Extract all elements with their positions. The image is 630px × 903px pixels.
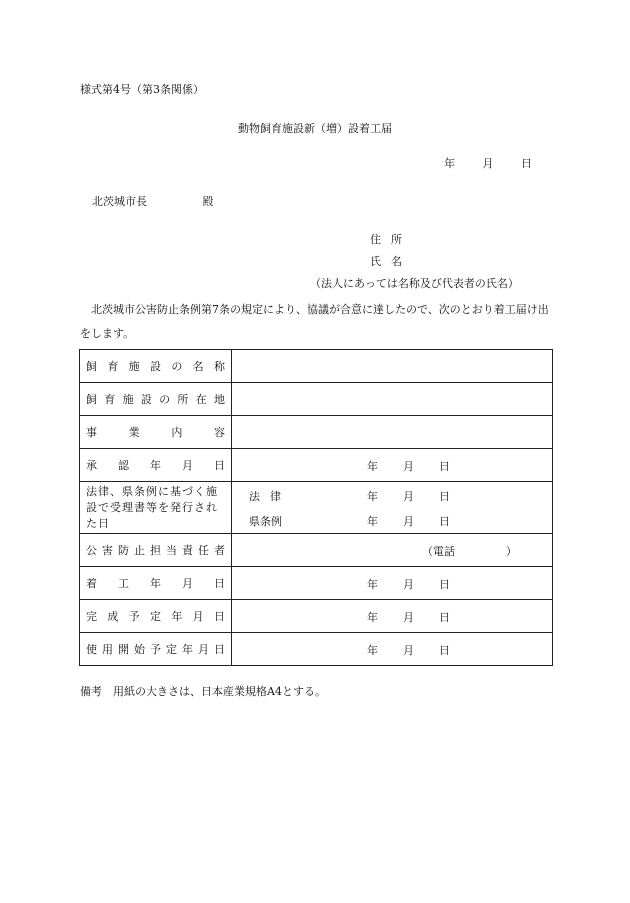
label-char: 年 (150, 577, 161, 590)
table-row (80, 449, 553, 482)
spread-label (86, 358, 225, 374)
approval-date-label (80, 449, 232, 482)
business-field[interactable] (232, 416, 553, 449)
label-char: 年 (150, 459, 161, 472)
label-char: 使 (86, 643, 97, 656)
label-char: 完 (86, 610, 97, 623)
label-char: 公 (86, 544, 97, 557)
label-char: 日 (214, 643, 225, 656)
month-label: 月 (403, 611, 414, 624)
approval-date-field[interactable] (232, 449, 553, 482)
phone-label: （電話 (422, 545, 455, 558)
corporation-note: （法人にあっては名称及び代表者の氏名） (310, 277, 519, 290)
addressee (92, 193, 214, 209)
table-row (80, 567, 553, 600)
business-label (80, 416, 232, 449)
month-label: 月 (403, 490, 414, 503)
label-char: 月 (182, 577, 193, 590)
year-label: 年 (367, 490, 378, 503)
name-label: 氏名 (370, 255, 412, 268)
label-char: 月 (198, 643, 209, 656)
label-char: 日 (213, 610, 225, 623)
spread-label (86, 641, 225, 657)
spread-label (86, 542, 225, 558)
law-label: 法律 (249, 490, 291, 503)
spread-label (86, 424, 225, 440)
label-char: 開 (118, 643, 129, 656)
day-label: 日 (439, 460, 450, 473)
label-char: 始 (134, 643, 145, 656)
day-label: 日 (439, 515, 450, 528)
label-char: 承 (86, 459, 97, 472)
prefecture-ordinance-label: 県条例 (249, 515, 282, 528)
label-char: 定 (149, 610, 161, 623)
month-label: 月 (403, 644, 414, 657)
spread-label (86, 391, 225, 407)
facility-name-label (80, 350, 232, 383)
label-char: 当 (166, 544, 177, 557)
document-title: 動物飼育施設新（増）設着工届 (238, 122, 392, 135)
label-char: 月 (192, 610, 204, 623)
day-label: 日 (521, 157, 532, 170)
label-char: 容 (213, 426, 225, 439)
facility-name-field[interactable] (232, 350, 553, 383)
label-char: の (159, 393, 171, 406)
use-start-date-field[interactable] (232, 633, 553, 666)
label-char: 飼 (86, 360, 97, 373)
label-char: 月 (182, 459, 193, 472)
application-table (79, 349, 553, 666)
label-char: の (171, 360, 183, 373)
label-char: 予 (128, 610, 140, 623)
use-start-date-label (80, 633, 232, 666)
honorific: 殿 (202, 195, 214, 208)
submission-date (444, 155, 532, 171)
start-date-label (80, 567, 232, 600)
table-row (80, 534, 553, 567)
table-row (80, 633, 553, 666)
label-char: 内 (171, 426, 183, 439)
label-char: 地 (213, 393, 225, 406)
table-row (80, 350, 553, 383)
label-char: 防 (118, 544, 129, 557)
completion-date-label (80, 600, 232, 633)
table-row (80, 383, 553, 416)
phone-close: ） (506, 545, 517, 558)
label-char: 者 (214, 544, 225, 557)
table-row (80, 482, 553, 534)
day-label: 日 (439, 578, 450, 591)
label-char: 認 (118, 459, 129, 472)
label-char: 用 (102, 643, 113, 656)
manager-label (80, 534, 232, 567)
year-label: 年 (367, 611, 378, 624)
label-char: 在 (195, 393, 207, 406)
label-char: 業 (128, 426, 140, 439)
table-row (80, 416, 553, 449)
label-char: 予 (150, 643, 161, 656)
label-char: 飼 (86, 393, 97, 406)
label-char: 設 (149, 360, 161, 373)
spread-label (86, 608, 225, 624)
label-char: 施 (122, 393, 134, 406)
label-char: 工 (118, 577, 129, 590)
month-label: 月 (403, 515, 414, 528)
label-char: 害 (102, 544, 113, 557)
label-char: 事 (86, 426, 97, 439)
completion-date-field[interactable] (232, 600, 553, 633)
label-char: 止 (134, 544, 145, 557)
facility-location-label (80, 383, 232, 416)
addressee-name: 北茨城市長 (92, 195, 147, 208)
label-char: 育 (104, 393, 116, 406)
label-char: 名 (192, 360, 204, 373)
month-label: 月 (482, 157, 494, 170)
label-char: 担 (150, 544, 161, 557)
label-char: 任 (198, 544, 209, 557)
label-char: 育 (107, 360, 119, 373)
facility-location-field[interactable] (232, 383, 553, 416)
day-label: 日 (439, 611, 450, 624)
label-char: 年 (171, 610, 183, 623)
label-char: 定 (166, 643, 177, 656)
law-date-label: 法律、県条例に基づく施設で受理書等を発行された日 (80, 482, 232, 534)
law-date-field[interactable] (232, 482, 553, 534)
year-label: 年 (367, 644, 378, 657)
form-number: 様式第4号（第3条関係） (80, 83, 204, 96)
year-label: 年 (367, 460, 378, 473)
spread-label (86, 575, 225, 591)
start-date-field[interactable] (232, 567, 553, 600)
month-label: 月 (403, 578, 414, 591)
label-char: 日 (214, 577, 225, 590)
day-label: 日 (439, 490, 450, 503)
table-row (80, 600, 553, 633)
year-label: 年 (367, 578, 378, 591)
label-char: 日 (214, 459, 225, 472)
manager-field[interactable] (232, 534, 553, 567)
label-char: 設 (140, 393, 152, 406)
day-label: 日 (439, 644, 450, 657)
remark: 備考 用紙の大きさは、日本産業規格A4とする。 (80, 685, 326, 698)
label-char: 着 (86, 577, 97, 590)
year-label: 年 (367, 515, 378, 528)
label-char: 所 (177, 393, 189, 406)
month-label: 月 (403, 460, 414, 473)
label-char: 施 (128, 360, 140, 373)
label-char: 年 (182, 643, 193, 656)
label-char: 責 (182, 544, 193, 557)
label-char: 称 (213, 360, 225, 373)
label-char: 成 (107, 610, 119, 623)
spread-label (86, 457, 225, 473)
body-text: 北茨城市公害防止条例第7条の規定により、協議が合意に達したので、次のとおり着工届け出をします。 (80, 303, 549, 340)
year-label: 年 (444, 157, 455, 170)
address-label: 住所 (370, 233, 412, 246)
